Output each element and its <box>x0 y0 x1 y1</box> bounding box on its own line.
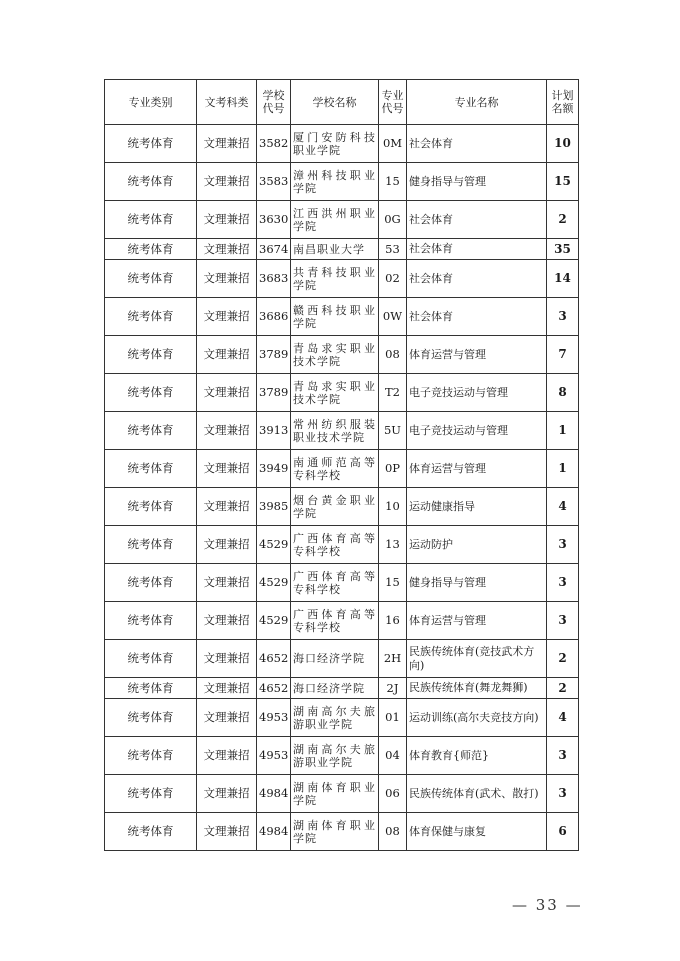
cell-major-name: 运动防护 <box>407 526 547 564</box>
cell-category: 统考体育 <box>105 813 197 851</box>
cell-plan: 35 <box>547 239 579 260</box>
cell-category: 统考体育 <box>105 201 197 239</box>
cell-major-name: 社会体育 <box>407 239 547 260</box>
table-row <box>105 813 579 851</box>
cell-school-code: 4984 <box>257 813 291 851</box>
cell-school-code: 3583 <box>257 163 291 201</box>
cell-school-code: 3582 <box>257 125 291 163</box>
cell-subject: 文理兼招 <box>197 488 257 526</box>
cell-major-code: 01 <box>379 699 407 737</box>
cell-major-code: T2 <box>379 374 407 412</box>
cell-category: 统考体育 <box>105 450 197 488</box>
cell-school-name: 赣西科技职业学院 <box>291 298 379 336</box>
cell-plan: 3 <box>547 737 579 775</box>
cell-subject: 文理兼招 <box>197 602 257 640</box>
cell-subject: 文理兼招 <box>197 260 257 298</box>
cell-major-code: 0P <box>379 450 407 488</box>
cell-plan: 1 <box>547 450 579 488</box>
cell-major-name: 社会体育 <box>407 298 547 336</box>
table-row <box>105 737 579 775</box>
cell-major-code: 08 <box>379 336 407 374</box>
cell-school-code: 4953 <box>257 699 291 737</box>
cell-school-name: 烟台黄金职业学院 <box>291 488 379 526</box>
header-major-code: 专业代号 <box>379 80 407 125</box>
cell-major-name: 社会体育 <box>407 201 547 239</box>
cell-school-code: 3674 <box>257 239 291 260</box>
cell-subject: 文理兼招 <box>197 699 257 737</box>
cell-major-code: 53 <box>379 239 407 260</box>
cell-school-name: 漳州科技职业学院 <box>291 163 379 201</box>
table-row <box>105 450 579 488</box>
cell-school-code: 3913 <box>257 412 291 450</box>
cell-school-name: 湖南高尔夫旅游职业学院 <box>291 737 379 775</box>
cell-school-name: 湖南体育职业学院 <box>291 775 379 813</box>
cell-major-name: 健身指导与管理 <box>407 564 547 602</box>
table-row <box>105 260 579 298</box>
cell-plan: 2 <box>547 640 579 678</box>
cell-category: 统考体育 <box>105 640 197 678</box>
cell-category: 统考体育 <box>105 775 197 813</box>
cell-major-code: 15 <box>379 163 407 201</box>
page-number: — 33 — <box>512 896 583 914</box>
cell-major-code: 16 <box>379 602 407 640</box>
cell-school-name: 江西洪州职业学院 <box>291 201 379 239</box>
cell-major-code: 2H <box>379 640 407 678</box>
cell-category: 统考体育 <box>105 374 197 412</box>
cell-major-name: 体育运营与管理 <box>407 602 547 640</box>
cell-subject: 文理兼招 <box>197 737 257 775</box>
cell-subject: 文理兼招 <box>197 298 257 336</box>
cell-major-name: 体育教育{师范} <box>407 737 547 775</box>
table-row <box>105 488 579 526</box>
cell-school-code: 3683 <box>257 260 291 298</box>
cell-major-name: 体育保健与康复 <box>407 813 547 851</box>
cell-major-name: 运动训练(高尔夫竞技方向) <box>407 699 547 737</box>
cell-plan: 3 <box>547 298 579 336</box>
cell-category: 统考体育 <box>105 564 197 602</box>
header-subject: 文考科类 <box>197 80 257 125</box>
cell-major-code: 15 <box>379 564 407 602</box>
table-row <box>105 699 579 737</box>
cell-school-code: 4984 <box>257 775 291 813</box>
cell-school-name: 海口经济学院 <box>291 640 379 678</box>
table-row <box>105 201 579 239</box>
cell-subject: 文理兼招 <box>197 813 257 851</box>
cell-category: 统考体育 <box>105 125 197 163</box>
cell-school-code: 3985 <box>257 488 291 526</box>
cell-plan: 3 <box>547 602 579 640</box>
cell-subject: 文理兼招 <box>197 678 257 699</box>
cell-school-code: 4953 <box>257 737 291 775</box>
cell-school-name: 南昌职业大学 <box>291 239 379 260</box>
cell-plan: 3 <box>547 526 579 564</box>
header-school-name: 学校名称 <box>291 80 379 125</box>
table-row <box>105 412 579 450</box>
cell-category: 统考体育 <box>105 699 197 737</box>
cell-subject: 文理兼招 <box>197 526 257 564</box>
table-row <box>105 564 579 602</box>
cell-school-name: 湖南体育职业学院 <box>291 813 379 851</box>
cell-school-code: 4529 <box>257 602 291 640</box>
cell-plan: 1 <box>547 412 579 450</box>
cell-major-code: 5U <box>379 412 407 450</box>
cell-school-code: 4529 <box>257 526 291 564</box>
cell-plan: 4 <box>547 488 579 526</box>
cell-subject: 文理兼招 <box>197 450 257 488</box>
cell-subject: 文理兼招 <box>197 412 257 450</box>
cell-subject: 文理兼招 <box>197 125 257 163</box>
cell-subject: 文理兼招 <box>197 163 257 201</box>
cell-school-name: 广西体育高等专科学校 <box>291 602 379 640</box>
header-category: 专业类别 <box>105 80 197 125</box>
cell-major-name: 健身指导与管理 <box>407 163 547 201</box>
cell-major-code: 02 <box>379 260 407 298</box>
cell-subject: 文理兼招 <box>197 374 257 412</box>
header-major-name: 专业名称 <box>407 80 547 125</box>
admission-plan-table <box>104 79 579 851</box>
cell-school-code: 4652 <box>257 678 291 699</box>
cell-major-name: 电子竞技运动与管理 <box>407 412 547 450</box>
cell-category: 统考体育 <box>105 412 197 450</box>
cell-school-code: 3949 <box>257 450 291 488</box>
cell-school-code: 4529 <box>257 564 291 602</box>
table-row <box>105 125 579 163</box>
cell-subject: 文理兼招 <box>197 239 257 260</box>
header-school-code: 学校代号 <box>257 80 291 125</box>
cell-major-name: 社会体育 <box>407 260 547 298</box>
cell-category: 统考体育 <box>105 163 197 201</box>
cell-major-name: 电子竞技运动与管理 <box>407 374 547 412</box>
cell-category: 统考体育 <box>105 298 197 336</box>
cell-school-code: 3789 <box>257 336 291 374</box>
header-plan: 计划名额 <box>547 80 579 125</box>
cell-subject: 文理兼招 <box>197 775 257 813</box>
table-row <box>105 298 579 336</box>
cell-subject: 文理兼招 <box>197 201 257 239</box>
cell-school-code: 3686 <box>257 298 291 336</box>
cell-school-name: 共青科技职业学院 <box>291 260 379 298</box>
table-header-row <box>105 80 579 125</box>
cell-category: 统考体育 <box>105 336 197 374</box>
table-row <box>105 775 579 813</box>
table-row <box>105 163 579 201</box>
cell-category: 统考体育 <box>105 678 197 699</box>
cell-school-name: 常州纺织服装职业技术学院 <box>291 412 379 450</box>
cell-school-name: 青岛求实职业技术学院 <box>291 336 379 374</box>
table-row <box>105 678 579 699</box>
cell-major-code: 10 <box>379 488 407 526</box>
cell-major-name: 体育运营与管理 <box>407 336 547 374</box>
cell-school-name: 广西体育高等专科学校 <box>291 564 379 602</box>
cell-major-code: 04 <box>379 737 407 775</box>
cell-plan: 2 <box>547 201 579 239</box>
cell-subject: 文理兼招 <box>197 336 257 374</box>
cell-school-code: 4652 <box>257 640 291 678</box>
cell-subject: 文理兼招 <box>197 640 257 678</box>
cell-plan: 3 <box>547 564 579 602</box>
cell-major-code: 08 <box>379 813 407 851</box>
cell-major-code: 13 <box>379 526 407 564</box>
cell-school-name: 湖南高尔夫旅游职业学院 <box>291 699 379 737</box>
cell-major-code: 0W <box>379 298 407 336</box>
cell-plan: 15 <box>547 163 579 201</box>
cell-major-code: 06 <box>379 775 407 813</box>
table-row <box>105 336 579 374</box>
cell-category: 统考体育 <box>105 737 197 775</box>
table-row <box>105 239 579 260</box>
cell-plan: 14 <box>547 260 579 298</box>
cell-major-code: 0M <box>379 125 407 163</box>
cell-major-code: 0G <box>379 201 407 239</box>
cell-plan: 4 <box>547 699 579 737</box>
cell-category: 统考体育 <box>105 260 197 298</box>
cell-major-name: 民族传统体育(竞技武术方向) <box>407 640 547 678</box>
cell-subject: 文理兼招 <box>197 564 257 602</box>
cell-school-name: 广西体育高等专科学校 <box>291 526 379 564</box>
cell-category: 统考体育 <box>105 602 197 640</box>
cell-major-name: 民族传统体育(武术、散打) <box>407 775 547 813</box>
cell-plan: 2 <box>547 678 579 699</box>
cell-plan: 10 <box>547 125 579 163</box>
cell-plan: 6 <box>547 813 579 851</box>
cell-plan: 7 <box>547 336 579 374</box>
cell-school-name: 青岛求实职业技术学院 <box>291 374 379 412</box>
table-body <box>105 125 579 851</box>
cell-school-name: 海口经济学院 <box>291 678 379 699</box>
cell-category: 统考体育 <box>105 239 197 260</box>
cell-school-name: 厦门安防科技职业学院 <box>291 125 379 163</box>
cell-major-name: 民族传统体育(舞龙舞狮) <box>407 678 547 699</box>
table-row <box>105 640 579 678</box>
table-row <box>105 374 579 412</box>
cell-major-name: 社会体育 <box>407 125 547 163</box>
cell-major-code: 2J <box>379 678 407 699</box>
cell-category: 统考体育 <box>105 526 197 564</box>
table-row <box>105 602 579 640</box>
cell-plan: 8 <box>547 374 579 412</box>
cell-major-name: 体育运营与管理 <box>407 450 547 488</box>
cell-category: 统考体育 <box>105 488 197 526</box>
cell-plan: 3 <box>547 775 579 813</box>
cell-school-name: 南通师范高等专科学校 <box>291 450 379 488</box>
cell-school-code: 3789 <box>257 374 291 412</box>
cell-major-name: 运动健康指导 <box>407 488 547 526</box>
cell-school-code: 3630 <box>257 201 291 239</box>
table-row <box>105 526 579 564</box>
